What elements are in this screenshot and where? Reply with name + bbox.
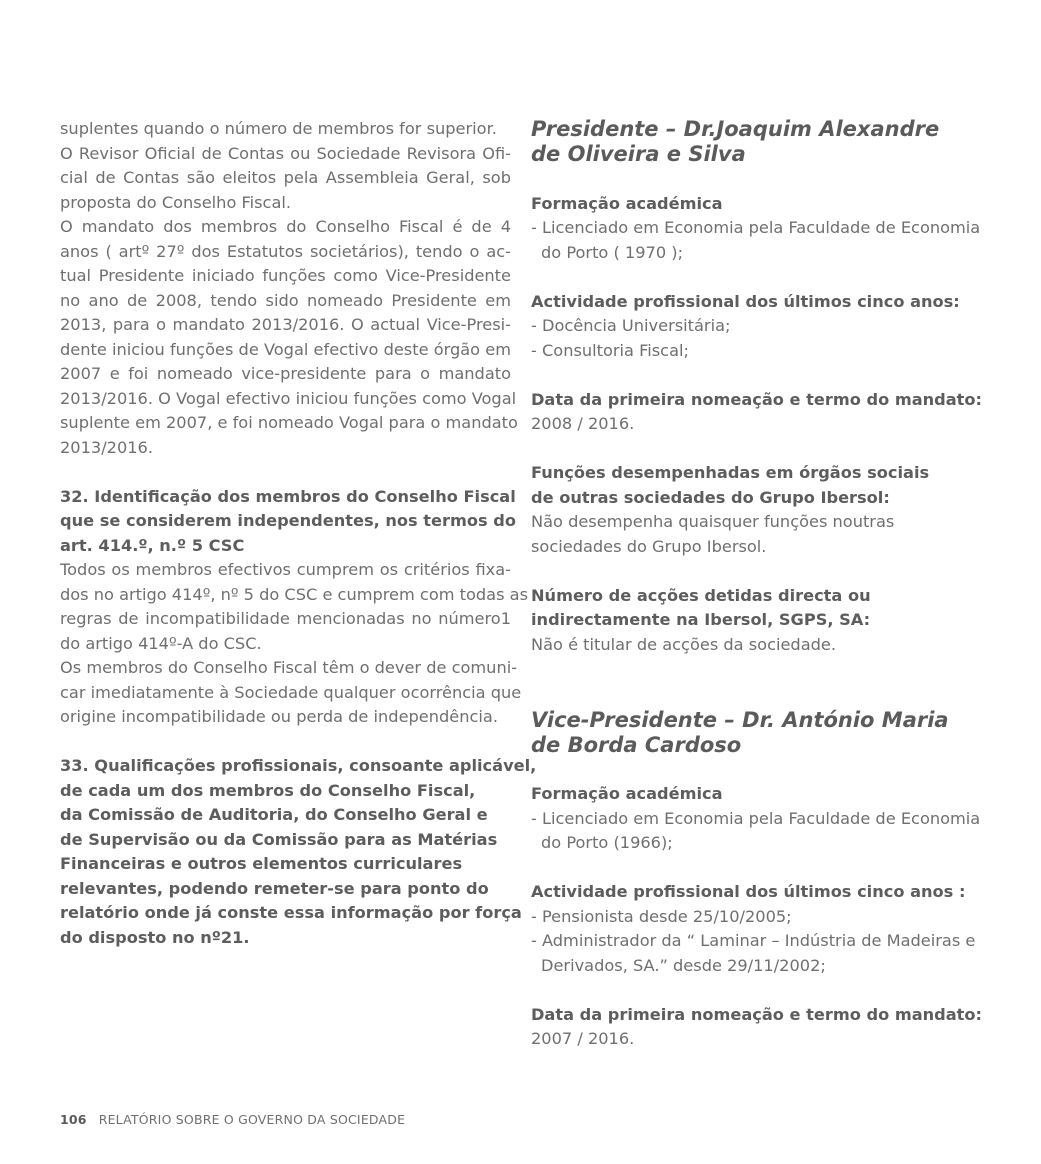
actividade-item: - Pensionista desde 25/10/2005; <box>531 906 792 926</box>
section-33-heading <box>60 754 537 950</box>
text-line: - Licenciado em Economia pela Faculdade de Economia <box>531 808 981 828</box>
text-line: do artigo 414º-A do CSC. <box>60 633 262 653</box>
text-line: - Administrador da “ Laminar – Indústria de Madeiras e <box>531 931 976 950</box>
text-line: Não desempenha quaisquer funções noutras <box>531 512 895 531</box>
section-32-body <box>60 558 529 730</box>
text-line: regras de incompatibilidade mencionadas no número1 <box>60 609 511 628</box>
text-line: suplente em 2007, e foi nomeado Vogal para o mandato <box>60 413 518 432</box>
actividade-item <box>531 929 991 978</box>
heading-line: relatório onde já conste essa informação por força <box>60 903 522 922</box>
member-vice-presidente <box>531 708 991 1052</box>
data-heading: Data da primeira nomeação e termo do mandato: <box>531 389 982 409</box>
member-title-line: de Borda Cardoso <box>531 732 742 757</box>
member-title <box>531 117 991 167</box>
heading-line: da Comissão de Auditoria, do Conselho Geral e <box>60 805 488 824</box>
text-line: do Porto (1966); <box>541 833 673 852</box>
text-line: O mandato dos membros do Conselho Fiscal é de 4 <box>60 217 511 236</box>
member-title <box>531 708 991 758</box>
heading-line: de Supervisão ou da Comissão para as Matérias <box>60 829 498 849</box>
text-line: Derivados, SA.” desde 29/11/2002; <box>541 955 826 975</box>
text-line: indirectamente na Ibersol, SGPS, SA: <box>531 610 871 629</box>
text-line: O Revisor Oficial de Contas ou Sociedade Revisora Ofi- <box>60 143 511 163</box>
data-value: 2007 / 2016. <box>531 1029 635 1048</box>
actividade-heading: Actividade profissional dos últimos cinco anos : <box>531 882 966 901</box>
heading-line: que se considerem independentes, nos termos do <box>60 511 516 530</box>
left-column <box>60 117 537 950</box>
funcoes-value <box>531 510 991 559</box>
text-line: Todos os membros efectivos cumprem os critérios fixa- <box>60 560 511 579</box>
heading-line: art. 414.º, n.º 5 CSC <box>60 535 245 555</box>
text-line: 2013/2016. O Vogal efectivo iniciou funções como Vogal <box>60 388 517 408</box>
formacao-heading: Formação académica <box>531 193 723 213</box>
text-line: de outras sociedades do Grupo Ibersol: <box>531 487 890 507</box>
text-line: dente iniciou funções de Vogal efectivo deste órgão em <box>60 339 511 359</box>
funcoes-heading <box>531 461 991 510</box>
text-line: suplentes quando o número de membros for superior. <box>60 119 497 138</box>
text-line: proposta do Conselho Fiscal. <box>60 192 292 212</box>
text-line: Número de acções detidas directa ou <box>531 585 871 605</box>
text-line: tual Presidente iniciado funções como Vice-Presidente <box>60 266 511 285</box>
accoes-heading <box>531 584 991 633</box>
heading-line: de cada um dos membros do Conselho Fiscal, <box>60 780 476 800</box>
section-32-heading <box>60 485 516 559</box>
text-line: Funções desempenhadas em órgãos sociais <box>531 463 930 482</box>
text-line: dos no artigo 414º, nº 5 do CSC e cumprem com todas as <box>60 584 529 604</box>
member-title-line: de Oliveira e Silva <box>531 142 746 166</box>
member-presidente <box>531 117 991 657</box>
actividade-item: - Consultoria Fiscal; <box>531 340 689 360</box>
text-line: 2013, para o mandato 2013/2016. O actual Vice-Presi- <box>60 315 511 334</box>
heading-line: 32. Identificação dos membros do Conselho Fiscal <box>60 486 516 506</box>
data-heading: Data da primeira nomeação e termo do mandato: <box>531 1004 982 1024</box>
footer-section-title: RELATÓRIO SOBRE O GOVERNO DA SOCIEDADE <box>98 1112 406 1127</box>
text-line: cial de Contas são eleitos pela Assembleia Geral, sob <box>60 168 511 187</box>
accoes-value: Não é titular de acções da sociedade. <box>531 634 837 654</box>
text-line: 2007 e foi nomeado vice-presidente para o mandato <box>60 364 511 383</box>
member-title-line: Presidente – Dr.Joaquim Alexandre <box>531 117 940 141</box>
text-line: no ano de 2008, tendo sido nomeado Presidente em <box>60 290 511 310</box>
text-line: Os membros do Conselho Fiscal têm o dever de comuni- <box>60 658 518 677</box>
intro-paragraph <box>60 117 518 460</box>
text-line: anos ( artº 27º dos Estatutos societários), tendo o ac- <box>60 241 511 261</box>
right-column <box>531 117 991 1052</box>
heading-line: do disposto no nº21. <box>60 927 250 947</box>
text-line: do Porto ( 1970 ); <box>541 242 684 262</box>
data-value: 2008 / 2016. <box>531 414 635 433</box>
formacao-item <box>531 216 991 265</box>
heading-line: relevantes, podendo remeter-se para ponto do <box>60 878 489 898</box>
text-line: 2013/2016. <box>60 437 153 457</box>
heading-line: Financeiras e outros elementos curriculares <box>60 854 463 873</box>
heading-line: 33. Qualificações profissionais, consoante aplicável, <box>60 756 537 775</box>
text-line: sociedades do Grupo Ibersol. <box>531 536 767 556</box>
text-line: - Licenciado em Economia pela Faculdade de Economia <box>531 218 981 237</box>
text-line: origine incompatibilidade ou perda de independência. <box>60 707 498 726</box>
formacao-heading: Formação académica <box>531 784 723 803</box>
formacao-item <box>531 807 991 856</box>
text-line: car imediatamente à Sociedade qualquer ocorrência que <box>60 682 522 702</box>
page-number: 106 <box>60 1112 87 1127</box>
actividade-heading: Actividade profissional dos últimos cinco anos: <box>531 291 960 311</box>
actividade-item: - Docência Universitária; <box>531 316 731 335</box>
member-title-line: Vice-Presidente – Dr. António Maria <box>531 707 949 732</box>
page-footer <box>60 1112 405 1127</box>
